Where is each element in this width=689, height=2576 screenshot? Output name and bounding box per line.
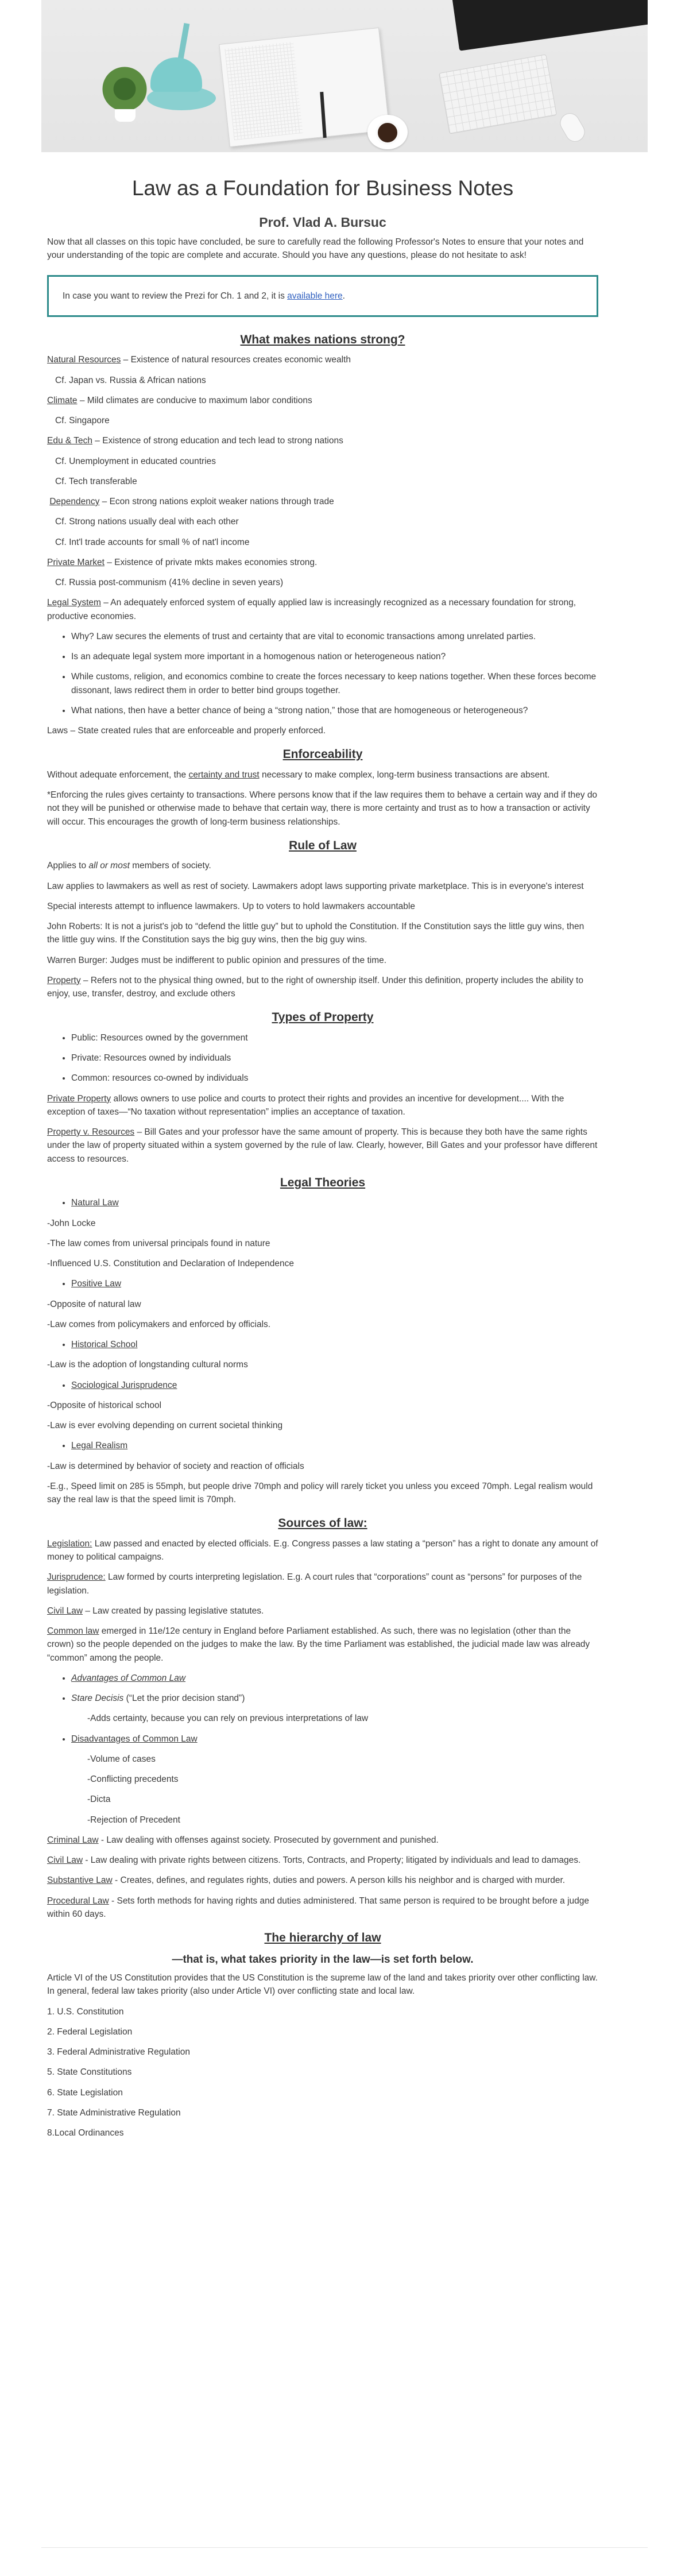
- list-item: -Volume of cases: [87, 1754, 156, 1764]
- hierarchy-item: 7. State Administrative Regulation: [47, 2107, 181, 2118]
- cf-dep-2: Cf. Int'l trade accounts for small % of nat'l income: [55, 537, 250, 547]
- text-all-or-most: all or most: [88, 861, 130, 871]
- text-civil-law: – Law created by passing legislative statutes.: [83, 1606, 264, 1616]
- label-historical-school: • Historical School: [71, 1338, 598, 1351]
- heading-enforceability: Enforceability: [282, 748, 363, 761]
- label-civil-law: Civil Law: [47, 1606, 83, 1616]
- enforceability-p2: *Enforcing the rules gives certainty to transactions. Where persons know that if the law requires them to behave a certain way and if they do not they will be punished or otherwise made to behave that certain way, there is more certainty and trust as to how a transaction or activity will occur. This encourages the growth of long-term business relationships.: [47, 790, 598, 827]
- text-criminal-law: - Law dealing with offenses against society. Prosecuted by government and punished.: [98, 1835, 439, 1845]
- hierarchy-item: 5. State Constitutions: [47, 2067, 132, 2078]
- plant-pot-graphic: [115, 109, 136, 122]
- legal-system-list: [47, 630, 598, 717]
- callout-text: In case you want to review the Prezi for Ch. 1 and 2, it is: [63, 291, 285, 301]
- property-types-list: [47, 1031, 598, 1085]
- keyboard-graphic: [439, 54, 557, 134]
- list-item: • Public: Resources owned by the government: [71, 1031, 598, 1045]
- theory-line: -E.g., Speed limit on 285 is 55mph, but people drive 70mph and policy will rarely ticket you unless you exceed 70mph. Legal realism would say the real law is that the speed limit is 70mph.: [47, 1481, 593, 1504]
- theory-line: -Law is determined by behavior of society and reaction of officials: [47, 1461, 304, 1471]
- label-dependency: Dependency: [49, 497, 100, 506]
- hierarchy-subheading: —that is, what takes priority in the law—is set forth below.: [172, 1953, 474, 1966]
- label-legal-realism: • Legal Realism: [71, 1439, 598, 1452]
- label-natural-resources: Natural Resources: [47, 355, 121, 365]
- theory-line: -Opposite of historical school: [47, 1400, 162, 1410]
- hierarchy-item: 8.Local Ordinances: [47, 2128, 124, 2138]
- heading-hierarchy: The hierarchy of law: [264, 1931, 381, 1944]
- source-jurisprudence: [47, 1571, 598, 1598]
- text-climate: – Mild climates are conducive to maximum labor conditions: [77, 395, 312, 405]
- text-legal-system: – An adequately enforced system of equally applied law is increasingly recognized as a necessary foundation for strong, productive economies.: [47, 598, 576, 621]
- rule-p6: [47, 974, 598, 1001]
- prezi-link[interactable]: available here: [287, 291, 343, 301]
- text-jurisprudence: Law formed by courts interpreting legislation. E.g. A court rules that “corporations” count as “persons” for purposes of the legislation.: [47, 1572, 582, 1596]
- plant-graphic: [99, 63, 150, 115]
- theory-natural: [47, 1196, 598, 1209]
- nations-natural: [47, 353, 598, 366]
- theory-line: -Law is the adoption of longstanding cultural norms: [47, 1360, 248, 1370]
- label-procedural-law: Procedural Law: [47, 1896, 109, 1906]
- theory-line: -Influenced U.S. Constitution and Declaration of Independence: [47, 1259, 294, 1268]
- common-law-advantages: [47, 1672, 598, 1705]
- theory-line: -John Locke: [47, 1218, 96, 1228]
- list-item: • While customs, religion, and economics combine to create the forces necessary to keep nations together. When these forces become dissonant, laws redirect them in order to better bind groups together.: [71, 670, 598, 697]
- source-procedural: [47, 1894, 598, 1921]
- text-property-resources: – Bill Gates and your professor have the same amount of property. This is because they both have the same rights under the law of property situated within a system governed by the rule of law. Clearly, however, Bill Gates and your professor have different access to resources.: [47, 1127, 598, 1164]
- hierarchy-item: 3. Federal Administrative Regulation: [47, 2047, 190, 2057]
- text-substantive-law: - Creates, defines, and regulates rights, duties and powers. A person kills his neighbor and is charged with murder.: [112, 1875, 566, 1886]
- rule-p4: John Roberts: It is not a jurist's job to “defend the little guy” but to uphold the Constitution. If the Constitution says the little guy wins, then the little guy wins. If the Constitution says the big guy wins, then the big guy wins.: [47, 922, 585, 945]
- label-civil-law-2: Civil Law: [47, 1855, 83, 1865]
- label-advantages: • Advantages of Common Law: [71, 1672, 598, 1685]
- label-jurisprudence: Jurisprudence:: [47, 1572, 106, 1583]
- text-certainty-trust: certainty and trust: [188, 769, 260, 780]
- article-content: [47, 172, 598, 2146]
- label-substantive-law: Substantive Law: [47, 1875, 113, 1886]
- list-item: -Adds certainty, because you can rely on previous interpretations of law: [87, 1714, 369, 1724]
- label-criminal-law: Criminal Law: [47, 1835, 99, 1845]
- theory-realism: [47, 1439, 598, 1452]
- text-stare-decisis: (“Let the prior decision stand”): [123, 1693, 245, 1703]
- nations-edu: [47, 434, 598, 447]
- text-natural-resources: – Existence of natural resources creates economic wealth: [121, 355, 351, 365]
- label-disadvantages: • Disadvantages of Common Law: [71, 1732, 598, 1746]
- text-private-market: – Existence of private mkts makes economies strong.: [104, 557, 318, 567]
- label-property: Property: [47, 975, 81, 985]
- private-property-p: [47, 1092, 598, 1119]
- lamp-head-graphic: [150, 57, 202, 92]
- list-item: -Conflicting precedents: [87, 1774, 179, 1784]
- callout-end: .: [342, 291, 345, 301]
- heading-types-of-property: Types of Property: [272, 1011, 374, 1024]
- source-substantive: [47, 1874, 598, 1887]
- text-edu-tech: – Existence of strong education and tech lead to strong nations: [92, 436, 343, 446]
- list-item: • Private: Resources owned by individuals: [71, 1051, 598, 1065]
- rule-p2: Law applies to lawmakers as well as rest of society. Lawmakers adopt laws supporting private marketplace. This is in everyone's interest: [47, 881, 584, 891]
- nations-climate: [47, 394, 598, 407]
- heading-rule-of-law: Rule of Law: [289, 838, 357, 852]
- label-edu-tech: Edu & Tech: [47, 436, 92, 446]
- footer-divider: [41, 2547, 648, 2548]
- text-dependency: – Econ strong nations exploit weaker nations through trade: [99, 497, 334, 506]
- label-climate: Climate: [47, 395, 78, 405]
- text-common-law: emerged in 11e/12e century in England before Parliament established. As such, there was no legislation (other than the crown) so the people depended on the judges to make the law. By the time Parliament was established, the judicial made law was already “common” among the people.: [47, 1626, 590, 1663]
- rule-p3: Special interests attempt to influence lawmakers. Up to voters to hold lawmakers accountable: [47, 901, 415, 911]
- source-common-law: [47, 1624, 598, 1665]
- label-private-property: Private Property: [47, 1093, 111, 1104]
- intro-paragraph: Now that all classes on this topic have concluded, be sure to carefully read the following Professor's Notes to ensure that your notes and your understanding of the topic are complete and accurate. Should you have any questions, please do not hesitate to ask!: [47, 237, 584, 261]
- cf-market: Cf. Russia post-communism (41% decline in seven years): [55, 578, 284, 587]
- heading-legal-theories: Legal Theories: [280, 1175, 366, 1189]
- label-private-market: Private Market: [47, 557, 104, 567]
- source-criminal: [47, 1834, 598, 1847]
- cf-natural: Cf. Japan vs. Russia & African nations: [55, 375, 206, 385]
- label-common-law: Common law: [47, 1626, 99, 1636]
- mouse-graphic: [556, 110, 588, 145]
- label-legal-system: Legal System: [47, 598, 101, 608]
- hierarchy-item: 1. U.S. Constitution: [47, 2006, 124, 2017]
- cf-dep-1: Cf. Strong nations usually deal with each other: [55, 517, 239, 527]
- heading-sources-of-law: Sources of law:: [278, 1517, 367, 1530]
- rule-p5: Warren Burger: Judges must be indifferent to public opinion and pressures of the time.: [47, 955, 387, 965]
- theory-historical: [47, 1338, 598, 1351]
- theory-line: -Law is ever evolving depending on current societal thinking: [47, 1421, 283, 1430]
- text-segment: members of society.: [129, 861, 211, 871]
- text-segment: necessary to make complex, long-term business transactions are absent.: [259, 769, 550, 780]
- author-name: Prof. Vlad A. Bursuc: [259, 214, 386, 230]
- list-item: • Why? Law secures the elements of trust and certainty that are vital to economic transactions among unrelated parties.: [71, 630, 598, 643]
- label-legislation: Legislation:: [47, 1538, 92, 1549]
- page-title: Law as a Foundation for Business Notes: [131, 176, 514, 200]
- theory-line: -Opposite of natural law: [47, 1299, 141, 1309]
- list-item: • Is an adequate legal system more important in a homogenous nation or heterogeneous nation?: [71, 650, 598, 663]
- heading-nations: What makes nations strong?: [240, 332, 405, 346]
- property-resources-p: [47, 1125, 598, 1166]
- label-positive-law: • Positive Law: [71, 1277, 598, 1290]
- hierarchy-intro: Article VI of the US Constitution provides that the US Constitution is the supreme law of the land and takes priority over other conflicting law. In general, federal law takes priority (also under Article VI) over conflicting state and local law.: [47, 1973, 598, 1997]
- text-segment: Applies to: [47, 861, 89, 871]
- list-item: -Dicta: [87, 1794, 111, 1805]
- cf-climate: Cf. Singapore: [55, 416, 110, 426]
- text-legislation: Law passed and enacted by elected officials. E.g. Congress passes a law stating a “person” has a right to donate any amount of money to political campaigns.: [47, 1538, 598, 1562]
- label-sociological-jurisprudence: • Sociological Jurisprudence: [71, 1379, 598, 1392]
- theory-line: -Law comes from policymakers and enforced by officials.: [47, 1319, 271, 1329]
- text-private-property: allows owners to use police and courts to protect their rights and provides an incentive for development.... With the exception of taxes—“No taxation without representation” implies an acceptance of taxation.: [47, 1093, 564, 1117]
- disadvantages-list: [47, 1753, 598, 1827]
- label-natural-law: • Natural Law: [71, 1196, 598, 1209]
- nations-legal: [47, 596, 598, 623]
- list-item-stare-decisis: [71, 1692, 598, 1705]
- enforceability-p1: [47, 768, 598, 782]
- nations-market: [47, 556, 598, 569]
- theory-line: -The law comes from universal principals found in nature: [47, 1238, 270, 1248]
- monitor-graphic: [450, 0, 648, 51]
- list-item: • Common: resources co-owned by individuals: [71, 1072, 598, 1085]
- theory-sociological: [47, 1379, 598, 1392]
- cf-edu-2: Cf. Tech transferable: [55, 476, 137, 486]
- label-stare-decisis: Stare Decisis: [71, 1693, 124, 1703]
- rule-p1: [47, 859, 598, 872]
- hierarchy-item: 6. State Legislation: [47, 2087, 123, 2098]
- hierarchy-item: 2. Federal Legislation: [47, 2026, 133, 2037]
- source-legislation: [47, 1537, 598, 1564]
- cf-edu-1: Cf. Unemployment in educated countries: [55, 456, 216, 466]
- text-segment: Without adequate enforcement, the: [47, 769, 189, 780]
- notebook-graphic: [219, 28, 389, 147]
- list-item: -Rejection of Precedent: [87, 1815, 180, 1825]
- laws-definition: Laws – State created rules that are enforceable and properly enforced.: [47, 726, 326, 736]
- list-item: • What nations, then have a better chance of being a “strong nation,” those that are homogeneous or heterogeneous?: [71, 704, 598, 717]
- text-civil-law-2: - Law dealing with private rights between citizens. Torts, Contracts, and Property; litigated by individuals and lead to damages.: [83, 1855, 581, 1865]
- source-civil-2: [47, 1854, 598, 1867]
- theory-positive: [47, 1277, 598, 1290]
- stare-decisis-sub: [47, 1712, 598, 1725]
- label-property-resources: Property v. Resources: [47, 1127, 135, 1137]
- text-procedural-law: - Sets forth methods for having rights and duties administered. That same person is required to be brought before a judge within 60 days.: [47, 1896, 590, 1919]
- text-property: – Refers not to the physical thing owned, but to the right of ownership itself. Under this definition, property includes the ability to enjoy, use, transfer, destroy, and exclude others: [47, 975, 583, 999]
- coffee-cup-graphic: [376, 121, 400, 145]
- common-law-disadvantages: [47, 1732, 598, 1746]
- nations-dependency: [47, 495, 598, 508]
- source-civil-law: [47, 1604, 598, 1618]
- hero-image: [41, 0, 648, 152]
- prezi-callout: [47, 275, 598, 317]
